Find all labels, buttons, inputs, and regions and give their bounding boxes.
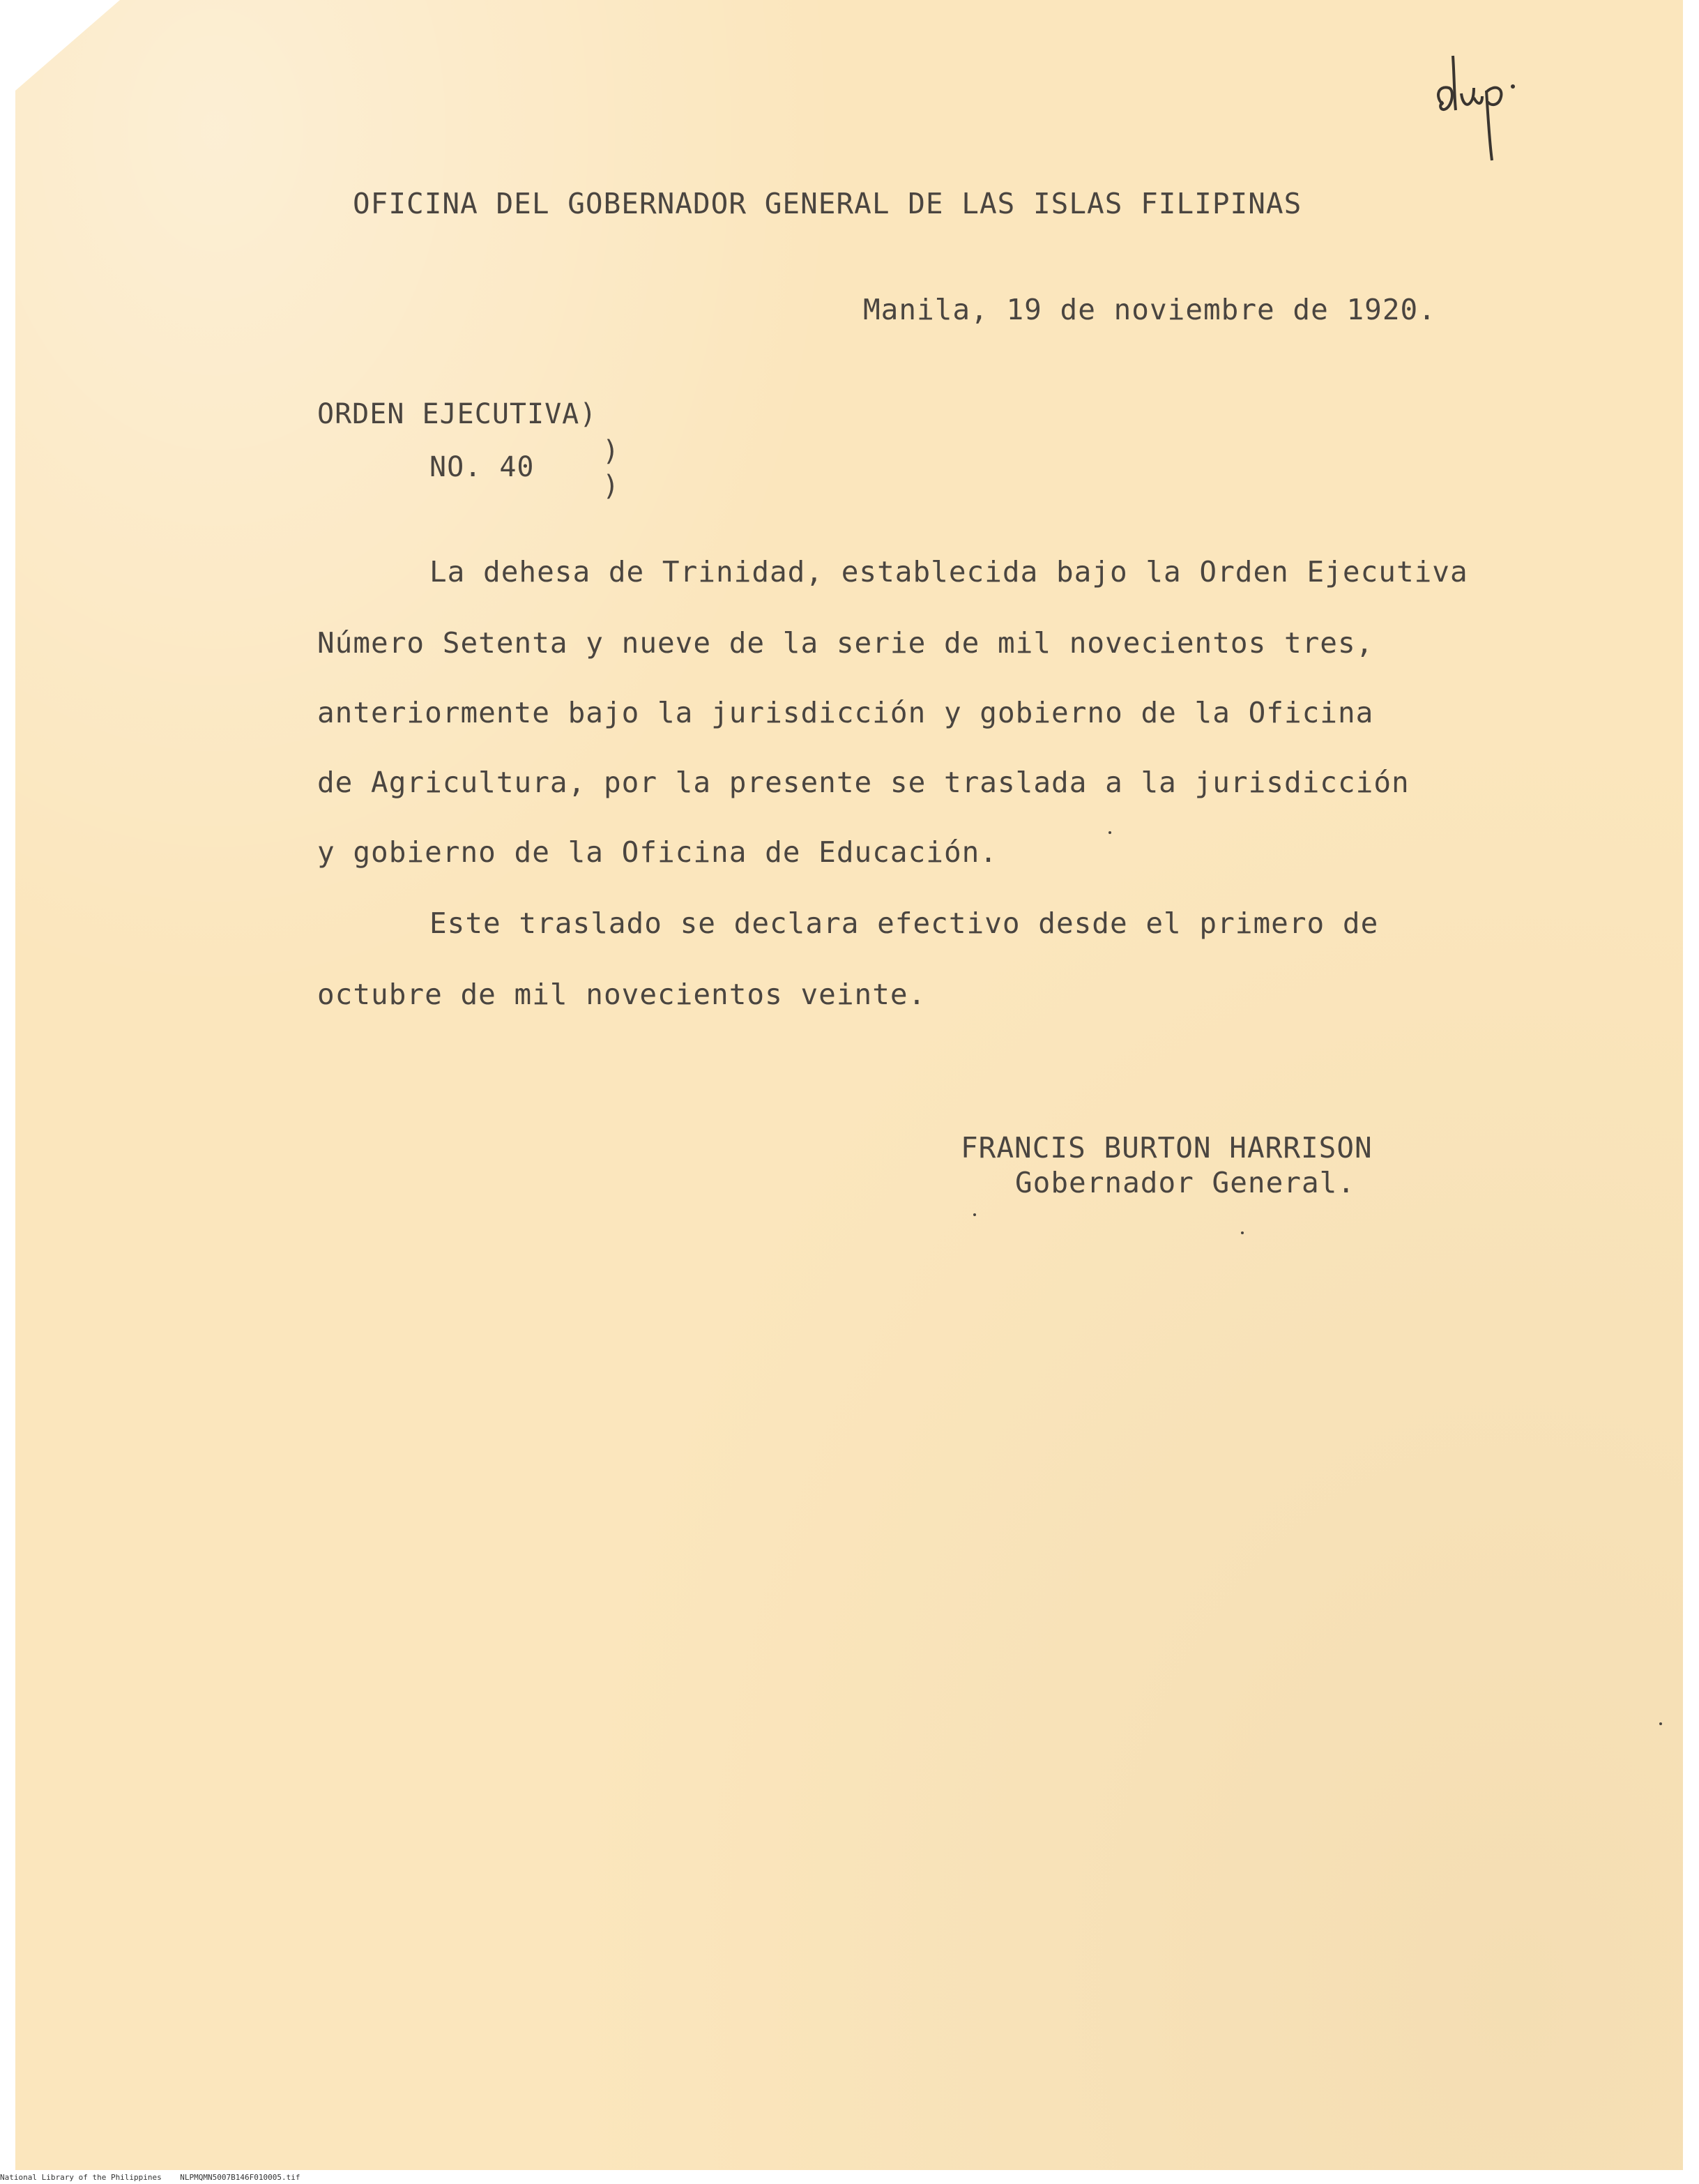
paragraph1-line1: La dehesa de Trinidad, establecida bajo la Orden Ejecutiva bbox=[429, 555, 1468, 589]
paragraph1-line4: de Agricultura, por la presente se traslada a la jurisdicción bbox=[317, 766, 1410, 799]
paragraph2-line1: Este traslado se declara efectivo desde el primero de bbox=[429, 907, 1379, 940]
footer-file: NLPMQMN5007B146F010005.tif bbox=[180, 2173, 300, 2182]
paragraph1-line2: Número Setenta y nueve de la serie de mil novecientos tres, bbox=[317, 626, 1374, 660]
order-label: ORDEN EJECUTIVA) bbox=[317, 398, 597, 430]
bracket-mark: ) bbox=[602, 435, 620, 467]
order-number: NO. 40 bbox=[429, 451, 535, 483]
office-header: OFICINA DEL GOBERNADOR GENERAL DE LAS ISLAS FILIPINAS bbox=[353, 187, 1302, 220]
bracket-mark: ) bbox=[602, 470, 620, 502]
paragraph1-line3: anteriormente bajo la jurisdicción y gobierno de la Oficina bbox=[317, 696, 1374, 729]
paragraph1-line5: y gobierno de la Oficina de Educación. bbox=[317, 835, 998, 869]
ink-speck bbox=[1659, 1722, 1662, 1725]
ink-speck bbox=[1108, 831, 1111, 834]
date-line: Manila, 19 de noviembre de 1920. bbox=[863, 293, 1436, 326]
paragraph2-line2: octubre de mil novecientos veinte. bbox=[317, 978, 927, 1011]
signatory-title: Gobernador General. bbox=[1015, 1166, 1355, 1199]
ink-speck bbox=[1241, 1231, 1244, 1234]
handwritten-dup-note bbox=[1422, 42, 1548, 167]
signatory-name: FRANCIS BURTON HARRISON bbox=[961, 1131, 1373, 1165]
folded-corner bbox=[15, 0, 120, 91]
footer-source: National Library of the Philippines bbox=[0, 2173, 162, 2182]
ink-speck bbox=[973, 1213, 976, 1216]
archive-footer bbox=[0, 2173, 300, 2182]
